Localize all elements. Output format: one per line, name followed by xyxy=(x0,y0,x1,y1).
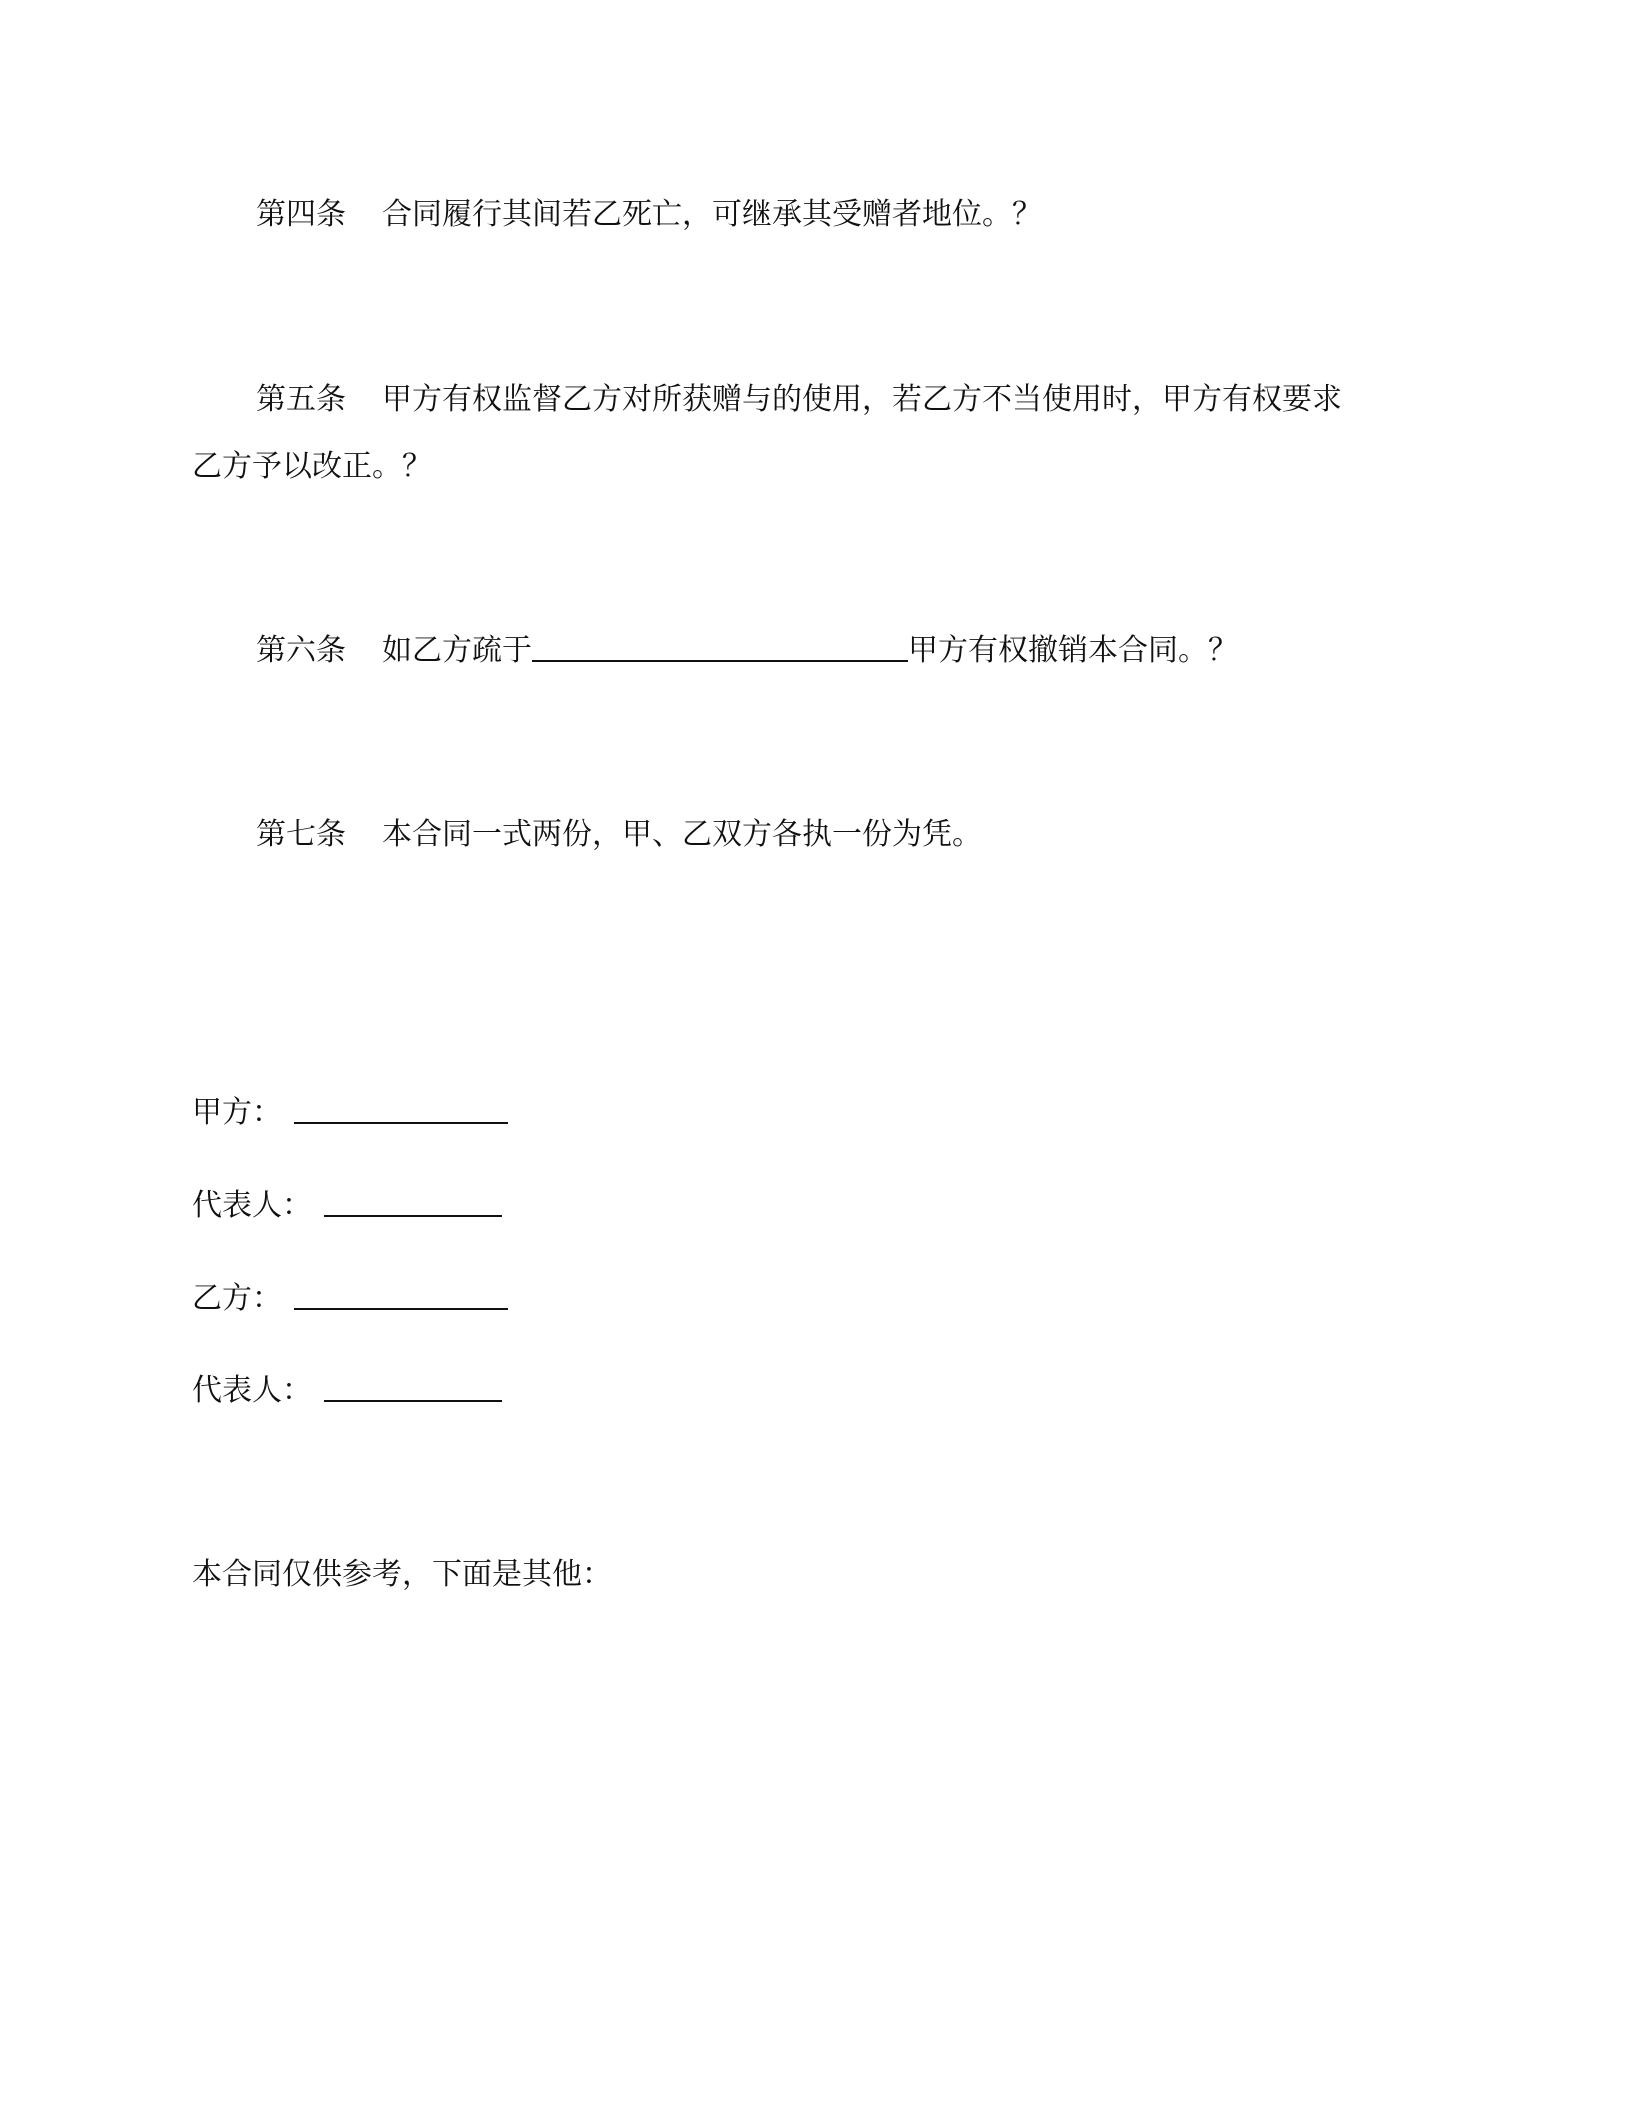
article-5-continuation xyxy=(192,447,1452,487)
rep-b-label: 代表人： xyxy=(192,1373,312,1408)
article-text-line2: 乙方予以改正。？ xyxy=(192,449,432,484)
party-b-label: 乙方： xyxy=(192,1281,282,1316)
party-a-blank[interactable] xyxy=(294,1092,508,1124)
article-number: 第七条 xyxy=(256,817,346,852)
article-number: 第四条 xyxy=(256,197,346,232)
article-text: 本合同一式两份，甲、乙双方各执一份为凭。 xyxy=(382,817,982,852)
article-6 xyxy=(256,630,1516,671)
footer-note-text: 本合同仅供参考，下面是其他： xyxy=(192,1557,612,1592)
footer-note xyxy=(192,1555,1452,1595)
article-text-line1: 甲方有权监督乙方对所获赠与的使用，若乙方不当使用时，甲方有权要求 xyxy=(382,382,1342,417)
article-number: 第六条 xyxy=(256,633,346,668)
article-text-after-blank: 甲方有权撤销本合同。？ xyxy=(908,633,1238,668)
rep-b-blank[interactable] xyxy=(324,1370,502,1402)
rep-a-label: 代表人： xyxy=(192,1188,312,1223)
signature-party-b xyxy=(192,1278,1452,1319)
article-text-before-blank: 如乙方疏于 xyxy=(382,633,532,668)
article-text: 合同履行其间若乙死亡，可继承其受赠者地位。？ xyxy=(382,197,1042,232)
signature-party-a xyxy=(192,1092,1452,1133)
signature-rep-a xyxy=(192,1185,1452,1226)
party-a-label: 甲方： xyxy=(192,1095,282,1130)
party-b-blank[interactable] xyxy=(294,1278,508,1310)
fill-in-blank[interactable] xyxy=(532,630,908,662)
article-4 xyxy=(256,195,1516,235)
article-7 xyxy=(256,815,1516,855)
signature-rep-b xyxy=(192,1370,1452,1411)
article-number: 第五条 xyxy=(256,382,346,417)
rep-a-blank[interactable] xyxy=(324,1185,502,1217)
article-5 xyxy=(256,380,1516,420)
